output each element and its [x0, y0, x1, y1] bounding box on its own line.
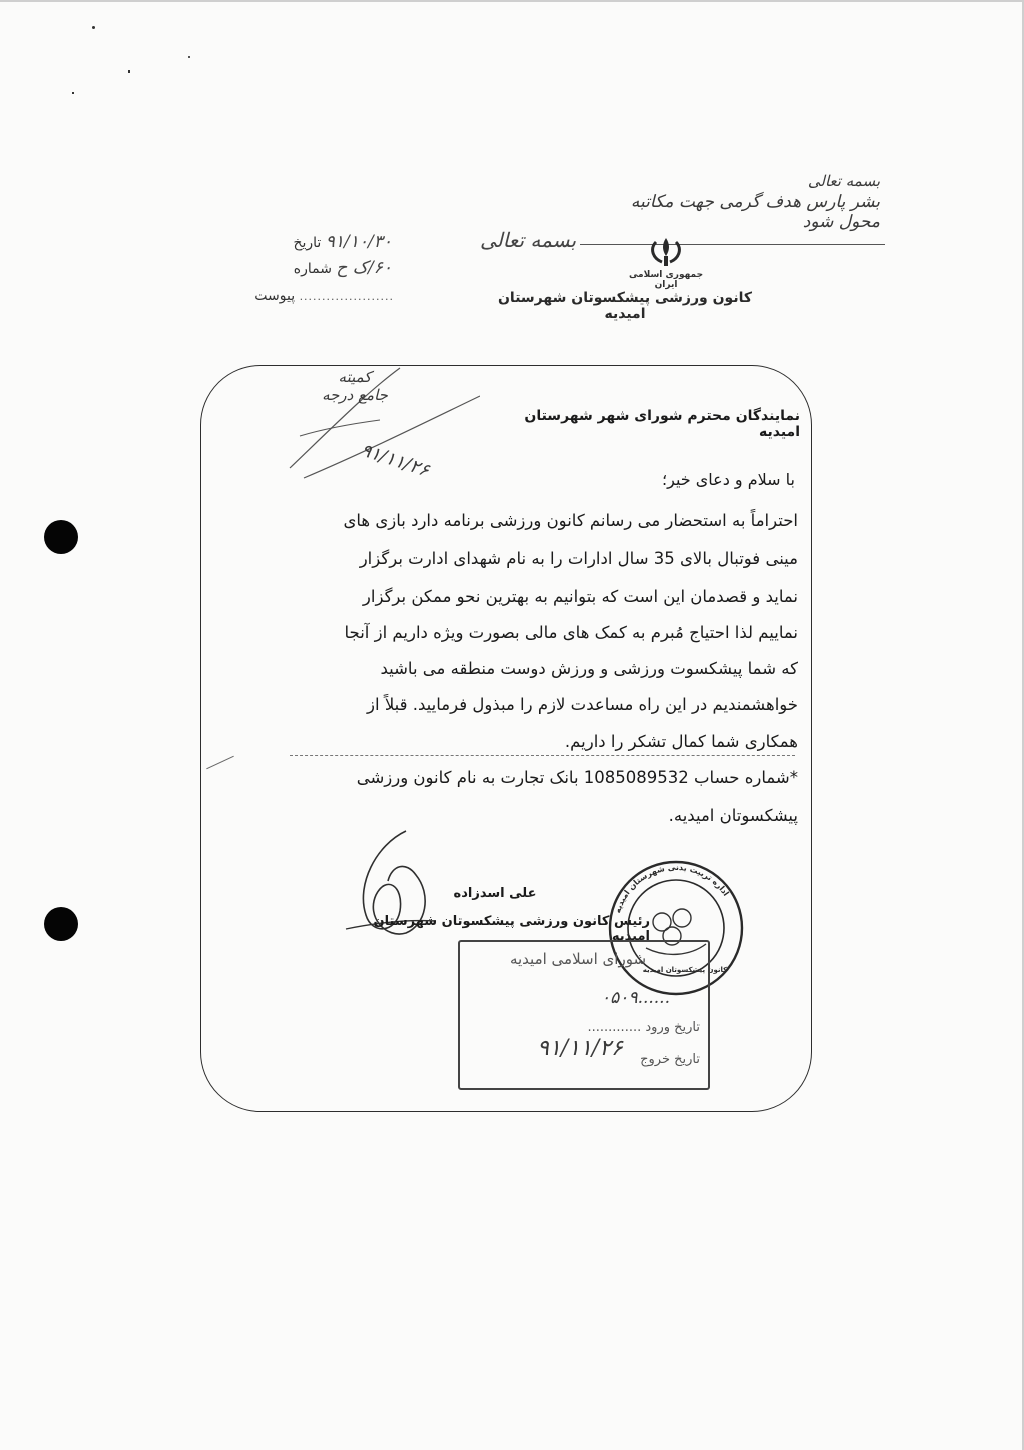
date-label: تاریخ: [293, 235, 322, 251]
margin-note-line1: کمیته: [338, 368, 372, 386]
receipt-in-value: ۹۱/۱۱/۲۶: [537, 1036, 623, 1061]
signer-name: علی اسدزاده: [453, 886, 537, 901]
dotted-separator: [290, 755, 795, 756]
punch-hole-top: [44, 520, 78, 554]
margin-note: [300, 368, 410, 404]
scan-speck: [188, 56, 190, 58]
body-line-1: احتراماً به استحضار می رسانم کانون ورزشی برنامه دارد بازی های: [343, 511, 798, 530]
top-note-line2: بشر پارس هدف گرمی جهت مکاتبه محول شود: [630, 192, 880, 232]
signer-title: رئیس کانون ورزشی پیشکسوتان شهرستان امیدیه: [373, 914, 650, 944]
seal-outer-text: اداره تربیت بدنی شهرستان امیدیه: [613, 862, 731, 915]
attachment-label: پیوست: [254, 288, 296, 304]
letterhead-organization: کانون ورزشی پیشکسوتان شهرستان امیدیه: [497, 290, 752, 322]
margin-note-line2: جامع درجه: [322, 386, 388, 404]
body-line-4: نماییم لذا احتیاج مُبرم به کمک های مالی بصورت ویژه داریم از آنجا: [344, 623, 798, 642]
receipt-stamp-title: شورای اسلامی امیدیه: [509, 950, 647, 968]
top-note-underline: [580, 244, 885, 245]
body-line-3: نماید و قصدمان این است که بتوانیم به بهترین نحو ممکن برگزار: [362, 587, 798, 606]
account-line-2: پیشکسوتان امیدیه.: [668, 806, 798, 825]
basmala: بسمه تعالی: [479, 228, 577, 252]
number-row: [228, 258, 398, 278]
iran-emblem-icon: [642, 234, 690, 270]
greeting: با سلام و دعای خیر؛: [662, 470, 795, 489]
account-line-1: *شماره حساب 1085089532 بانک تجارت به نام کانون ورزشی: [356, 768, 798, 787]
receipt-in-label: تاریخ ورود: [645, 1020, 700, 1035]
receipt-in-dots: .............: [587, 1020, 642, 1035]
receipt-in-row: [470, 1020, 700, 1035]
punch-hole-bottom: [44, 907, 78, 941]
margin-note-date: ۹۱/۱۱/۲۶: [358, 439, 432, 482]
emblem-caption: جمهوری اسلامی ایران: [628, 270, 704, 290]
seal-inner-text: کانون پیشکسوتان امیدیه: [642, 966, 728, 974]
body-line-2: مینی فوتبال بالای 35 سال ادارات را به نام شهدای ادارت برگزار: [359, 549, 798, 568]
attachment-row: [228, 288, 398, 304]
number-label: شماره: [293, 261, 332, 277]
receipt-number: ۰۵۰۹......: [601, 988, 670, 1008]
body-line-5: که شما پیشکسوت ورزشی و ورزش دوست منطقه می باشید: [380, 659, 798, 678]
date-row: [228, 232, 398, 252]
addressee: نمایندگان محترم شورای شهر شهرستان امیدیه: [524, 408, 800, 440]
scan-speck: [92, 26, 95, 29]
number-value: ۶۰/ک ح: [336, 258, 392, 278]
scan-edge-top: [0, 0, 1024, 2]
attachment-dots: .....................: [299, 290, 394, 303]
receipt-out-label: تاریخ خروج: [640, 1052, 700, 1067]
scan-speck: [128, 70, 130, 73]
scan-speck: [72, 92, 74, 94]
top-note-line1: بسمه تعالی: [807, 172, 880, 190]
date-value: ۹۱/۱۰/۳۰: [325, 232, 392, 252]
top-handwritten-note: [590, 172, 880, 232]
body-line-7: همکاری شما کمال تشکر را داریم.: [564, 732, 798, 751]
body-line-6: خواهشمندیم در این راه مساعدت لازم را مبذول فرمایید. قبلاً از: [367, 695, 798, 714]
